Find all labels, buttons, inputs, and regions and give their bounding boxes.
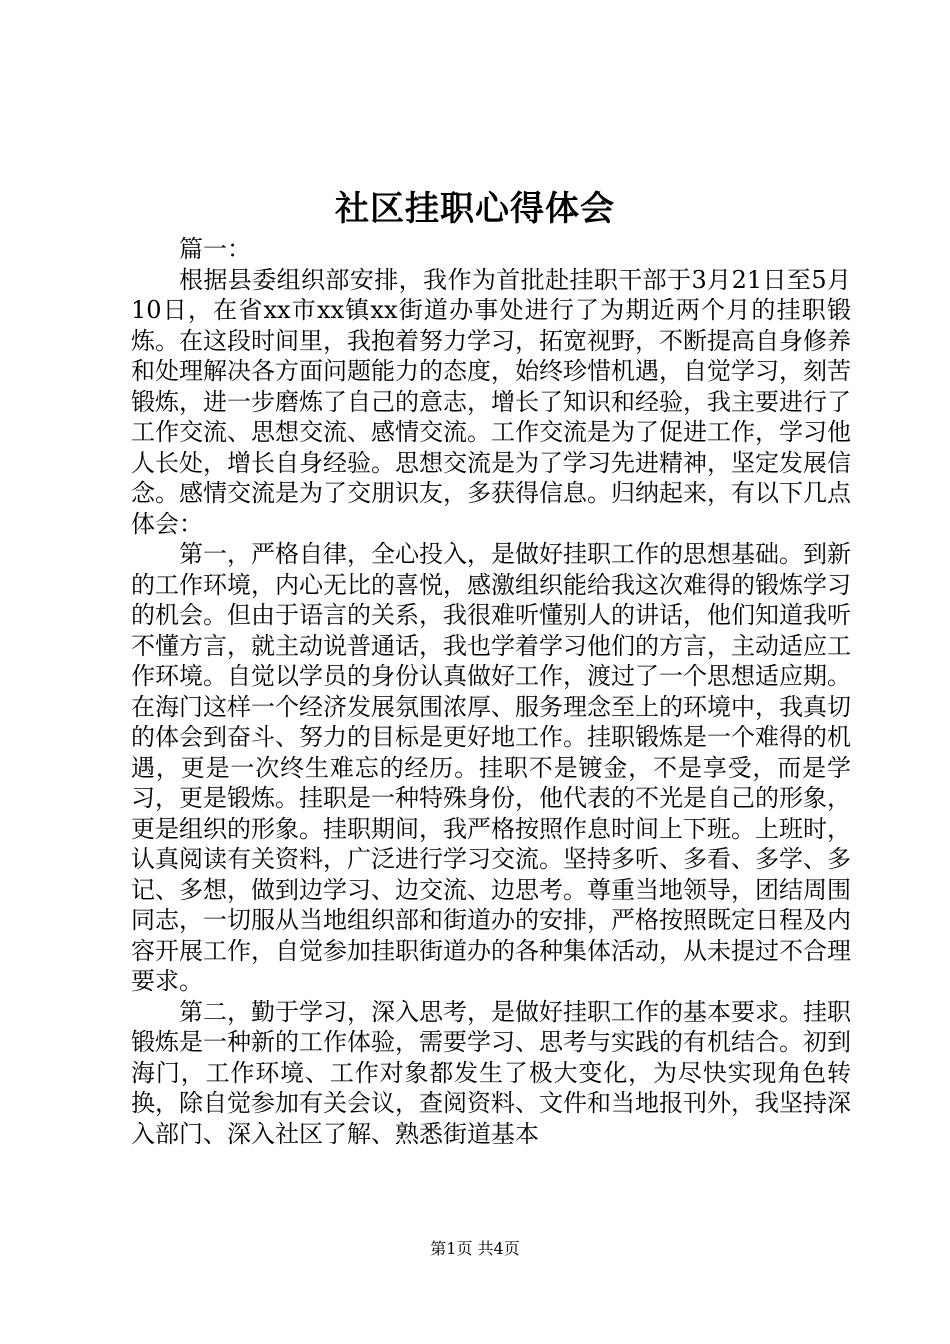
document-title: 社区挂职心得体会 [335, 189, 615, 229]
paragraph-first-point: 第一，严格自律，全心投入，是做好挂职工作的思想基础。到新的工作环境，内心无比的喜悦，感激组织能给我这次难得的锻炼学习的机会。但由于语言的关系，我很难听懂别人的讲话，他们知道我听不懂方言，就主动说普通话，我也学着学习他们的方言，主动适应工作环境。自觉以学员的身份认真做好工作，渡过了一个思想适应期。在海门这样一个经济发展氛围浓厚、服务理念至上的环境中，我真切的体会到奋斗、努力的目标是更好地工作。挂职锻炼是一个难得的机遇，更是一次终生难忘的经历。挂职不是镀金，不是享受，而是学习，更是锻炼。挂职是一种特殊身份，他代表的不光是自己的形象，更是组织的形象。挂职期间，我严格按照作息时间上下班。上班时，认真阅读有关资料，广泛进行学习交流。坚持多听、多看、多学、多记、多想，做到边学习、边交流、边思考。尊重当地领导，团结周围同志，一切服从当地组织部和街道办的安排，严格按照既定日程及内容开展工作，自觉参加挂职街道办的各种集体活动，从未提过不合理要求。 [131, 540, 851, 995]
paragraph-intro: 根据县委组织部安排，我作为首批赴挂职干部于3月21日至5月10日，在省xx市xx镇xx街道办事处进行了为期近两个月的挂职锻炼。在这段时间里，我抱着努力学习，拓宽视野，不断提高自身修养和处理解决各方面问题能力的态度，始终珍惜机遇，自觉学习，刻苦锻炼，进一步磨炼了自己的意志，增长了知识和经验，我主要进行了工作交流、思想交流、感情交流。工作交流是为了促进工作，学习他人长处，增长自身经验。思想交流是为了学习先进精神，坚定发展信念。感情交流是为了交朋识友，多获得信息。归纳起来，有以下几点体会： [131, 265, 851, 538]
paragraph-second-point: 第二，勤于学习，深入思考，是做好挂职工作的基本要求。挂职锻炼是一种新的工作体验，需要学习、思考与实践的有机结合。初到海门，工作环境、工作对象都发生了极大变化，为尽快实现角色转换，除自觉参加有关会议，查阅资料、文件和当地报刊外，我坚持深入部门、深入社区了解、熟悉街道基本 [131, 997, 851, 1148]
section-label: 篇一： [179, 235, 251, 263]
page-footer: 第1页 共4页 [430, 1239, 520, 1258]
document-body [131, 234, 851, 1149]
